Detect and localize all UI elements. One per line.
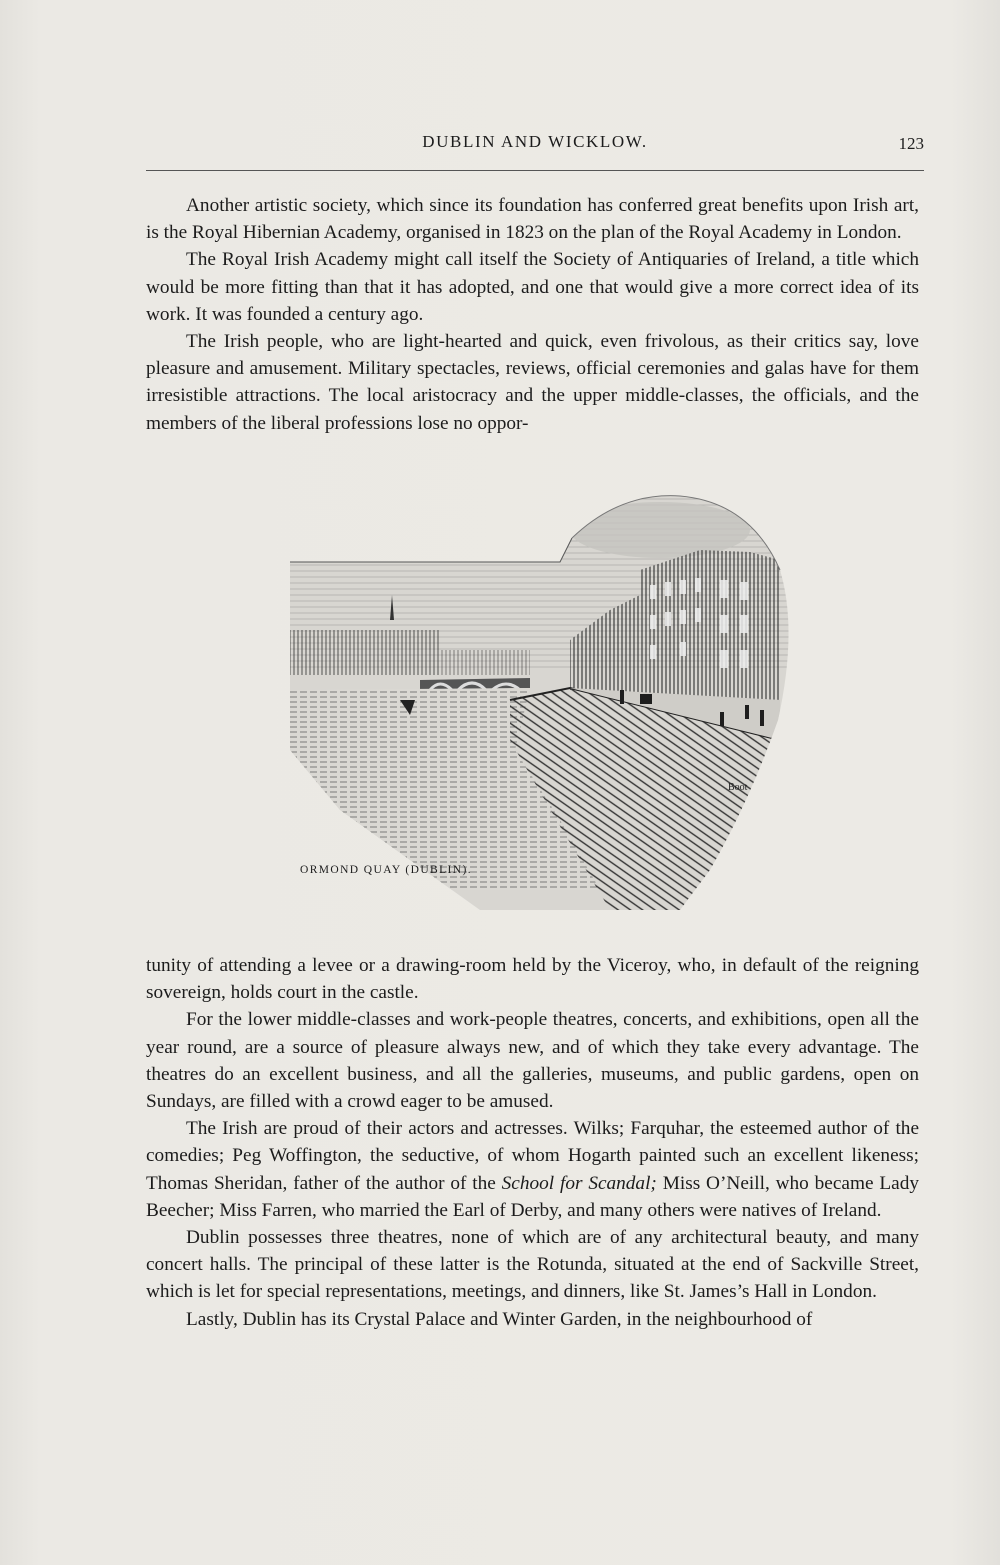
paragraph: Another artistic society, which since its foundation has conferred great benefits upon Irish art, is the Royal Hibernian Academy, organised in 1823 on the plan of the Royal Academy in London. [146,195,919,244]
paragraph: Dublin possesses three theatres, none of which are of any architectural beauty, and many concert halls. The principal of these latter is the Rotunda, situated at the end of Sackville Street, which is let for special representations, meetings, and dinners, like St. James’s Hall in London. [146,1227,919,1303]
running-head [146,130,924,160]
header-rule [146,170,924,171]
text-block-bottom [146,952,919,1333]
figure-caption: ORMOND QUAY (DUBLIN). [300,864,472,876]
running-title: DUBLIN AND WICKLOW. [422,132,648,151]
paragraph: Lastly, Dublin has its Crystal Palace and Winter Garden, in the neighbourhood of [186,1308,813,1330]
paragraph: The Royal Irish Academy might call itself the Society of Antiquaries of Ireland, a title which would be more fitting than that it has adopted, and one that would give a more correct idea of its work. It was founded a century ago. [146,249,919,325]
paragraph: The Irish people, who are light-hearted and quick, even frivolous, as their critics say, love pleasure and amusement. Military spectacles, reviews, official ceremonies and galas have for them irresistible attractions. The local aristocracy and the upper middle-classes, the officials, and the members of the liberal professions lose no oppor- [146,331,919,434]
italic-title: School for Scandal; [501,1172,657,1194]
paragraph-text: Miss O’Neill, who became Lady Beecher; Miss Farren, who married the Earl of Derby, and many others were natives of Ireland. [146,1172,919,1221]
paragraph-text: The Irish are proud of their actors and actresses. Wilks; Farquhar, the esteemed author of the comedies; Peg Woffington, the seductive, of whom Hogarth painted such an excellent likeness; Thomas Sheridan, father of the author of the [146,1118,919,1194]
engraver-signature: Boot [728,782,748,793]
page-number: 123 [898,134,924,153]
paragraph: tunity of attending a levee or a drawing-room held by the Viceroy, who, in default of the reigning sovereign, holds court in the castle. [146,955,919,1004]
paragraph: For the lower middle-classes and work-people theatres, concerts, and exhibitions, open all the year round, are a source of pleasure always new, and of which they take every advantage. The theatres do an excellent business, and all the galleries, museums, and public gardens, open on Sundays, are filled with a crowd eager to be amused. [146,1009,919,1113]
paragraph [146,1115,919,1224]
text-block-top [146,192,919,437]
